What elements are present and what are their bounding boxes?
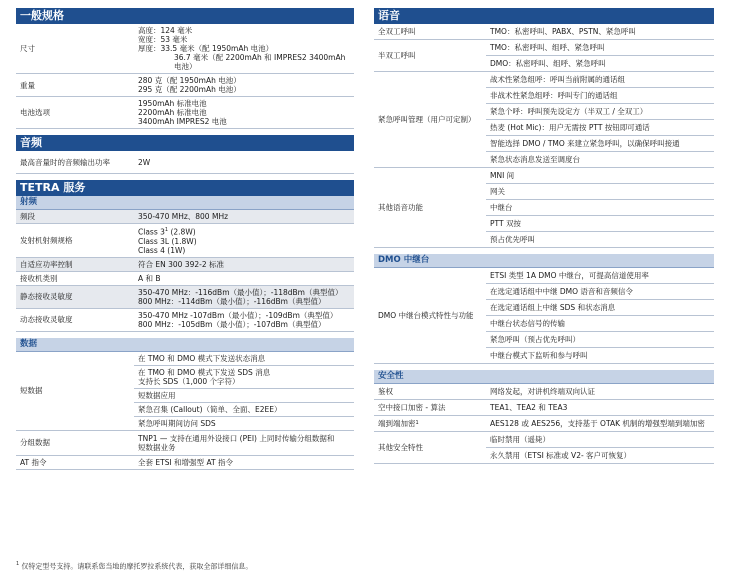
tx-label: 发射机射频规格 bbox=[20, 235, 73, 245]
other-security-row bbox=[374, 432, 714, 464]
at-label: AT 指令 bbox=[20, 457, 47, 467]
right-column bbox=[374, 8, 714, 464]
emergency-label: 紧急呼叫管理（用户可定制） bbox=[378, 115, 476, 124]
air-crypto-value: TEA1、TEA2 和 TEA3 bbox=[490, 403, 568, 412]
apc-value: 符合 EN 300 392-2 标准 bbox=[138, 259, 224, 269]
other-voice-value: MNI 间 bbox=[490, 171, 515, 180]
footnote: $^1$ 仅特定型号支持。请联系您当地的摩托罗拉系统代表，获取全部详细信息。 bbox=[16, 561, 253, 571]
dmo-mode-value: 中继台模式下监听和参与呼叫 bbox=[486, 347, 714, 363]
other-voice-value: 中继台 bbox=[486, 199, 714, 215]
static-sens-value: 800 MHz：-114dBm（最小值）；-116dBm（典型值） bbox=[138, 296, 326, 306]
sds-value: 紧急呼叫期间访问 SDS bbox=[134, 416, 354, 430]
security-subheader: 安全性 bbox=[374, 370, 714, 384]
rx-class-label: 接收机类别 bbox=[20, 273, 58, 283]
at-value: 全套 ETSI 和增强型 AT 指令 bbox=[138, 457, 233, 467]
voice-header: 语音 bbox=[374, 8, 714, 24]
air-crypto-label: 空中接口加密 - 算法 bbox=[378, 403, 446, 412]
dynamic-sens-value: 800 MHz：-105dBm（最小值）；-107dBm（典型值） bbox=[138, 319, 326, 329]
packet-data-row bbox=[16, 431, 354, 456]
apc-row bbox=[16, 258, 354, 272]
static-sens-value: 350-470 MHz：-116dBm（最小值）；-118dBm（典型值） bbox=[138, 287, 343, 297]
static-sens-row bbox=[16, 286, 354, 309]
battery-value: 3400mAh IMPRES2 电池 bbox=[138, 117, 227, 126]
packet-data-value: 短数据业务 bbox=[138, 442, 176, 452]
dynamic-sens-row bbox=[16, 309, 354, 332]
tx-class4: Class 4 (1W) bbox=[138, 245, 186, 255]
other-voice-value: 网关 bbox=[486, 183, 714, 199]
dynamic-sens-value: 350-470 MHz -107dBm（最小值）；-109dBm（典型值） bbox=[138, 310, 338, 320]
auth-value: 网络发起，对讲机终端双向认证 bbox=[490, 387, 595, 396]
other-security-value: 临时禁用（遥毙） bbox=[490, 435, 550, 444]
dmo-mode-value: ETSI 类型 1A DMO 中继台，可提高信道使用率 bbox=[490, 271, 649, 280]
dmo-mode-value: 在选定通话组上中继 SDS 和状态消息 bbox=[486, 299, 714, 315]
data-subheader: 数据 bbox=[16, 338, 354, 352]
audio-power-label: 最高音量时的音频输出功率 bbox=[20, 157, 110, 167]
emergency-value: 非战术性紧急组呼：呼叫专门的通话组 bbox=[486, 87, 714, 103]
emergency-value: 紧急状态消息发送至调度台 bbox=[486, 151, 714, 167]
emergency-row bbox=[374, 72, 714, 168]
freq-row bbox=[16, 210, 354, 224]
half-duplex-label: 半双工呼叫 bbox=[378, 51, 416, 60]
full-duplex-row bbox=[374, 24, 714, 40]
battery-value: 1950mAh 标准电池 bbox=[138, 99, 207, 108]
full-duplex-label: 全双工呼叫 bbox=[378, 27, 416, 36]
size-thickness: 厚度：33.5 毫米（配 1950mAh 电池） bbox=[138, 44, 274, 53]
size-height: 高度：124 毫米 bbox=[138, 26, 193, 35]
general-specs-header: 一般规格 bbox=[16, 8, 354, 24]
dmo-mode-value: 紧急呼叫（预占优先呼叫） bbox=[486, 331, 714, 347]
tx-class3: Class $3^1$ (2.8W) bbox=[138, 227, 196, 237]
dmo-mode-label: DMO 中继台模式特性与功能 bbox=[378, 311, 474, 320]
auth-label: 鉴权 bbox=[378, 387, 393, 396]
auth-row bbox=[374, 384, 714, 400]
dmo-mode-value: 中继台状态信号的传输 bbox=[486, 315, 714, 331]
other-security-label: 其他安全特性 bbox=[378, 443, 423, 452]
dmo-subheader: DMO 中继台 bbox=[374, 254, 714, 268]
packet-data-label: 分组数据 bbox=[20, 438, 50, 447]
sds-value: 紧急召集 (Callout)（简单、全面、E2EE） bbox=[134, 402, 354, 416]
emergency-value: 战术性紧急组呼：呼叫当前附属的通话组 bbox=[490, 75, 625, 84]
battery-value: 2200mAh 标准电池 bbox=[138, 108, 207, 117]
tx-class3l: Class 3L (1.8W) bbox=[138, 236, 197, 246]
e2e-label: 端到端加密 1 bbox=[378, 419, 419, 428]
size-thickness-alt: 36.7 毫米（配 2200mAh 和 IMPRES2 3400mAh 电池） bbox=[174, 53, 346, 71]
left-column bbox=[16, 8, 354, 470]
half-duplex-value: DMO：私密呼叫、组呼、紧急呼叫 bbox=[486, 55, 714, 71]
other-voice-label: 其他语音功能 bbox=[378, 203, 423, 212]
size-row bbox=[16, 24, 354, 74]
other-security-value: 永久禁用（ETSI 标准或 V2- 客户可恢复） bbox=[486, 447, 714, 463]
audio-power-value: 2W bbox=[138, 157, 151, 167]
other-voice-value: PTT 双按 bbox=[486, 215, 714, 231]
sds-row bbox=[16, 352, 354, 431]
sds-label: 短数据 bbox=[20, 386, 43, 395]
battery-row bbox=[16, 97, 354, 129]
air-crypto-row bbox=[374, 400, 714, 416]
emergency-value: 热麦 (Hot Mic)：用户无需按 PTT 按钮即可通话 bbox=[486, 119, 714, 135]
size-width: 宽度：53 毫米 bbox=[138, 35, 188, 44]
weight-value: 295 克（配 2200mAh 电池） bbox=[138, 85, 241, 94]
weight-value: 280 克（配 1950mAh 电池） bbox=[138, 76, 241, 85]
weight-label: 重量 bbox=[20, 80, 35, 90]
apc-label: 自适应功率控制 bbox=[20, 259, 73, 269]
rx-class-row bbox=[16, 272, 354, 286]
emergency-value: 紧急个呼：呼叫预先设定方（半双工 / 全双工） bbox=[486, 103, 714, 119]
at-row bbox=[16, 456, 354, 470]
freq-label: 频段 bbox=[20, 212, 35, 221]
tx-row bbox=[16, 224, 354, 258]
tetra-header: TETRA 服务 bbox=[16, 180, 354, 196]
sds-value: 短数据应用 bbox=[134, 388, 354, 402]
full-duplex-value: TMO：私密呼叫、PABX、PSTN、紧急呼叫 bbox=[490, 27, 636, 36]
battery-label: 电池选项 bbox=[20, 108, 50, 117]
size-label: 尺寸 bbox=[20, 44, 35, 53]
half-duplex-value: TMO：私密呼叫、组呼、紧急呼叫 bbox=[490, 43, 605, 52]
other-voice-value: 预占优先呼叫 bbox=[486, 231, 714, 247]
rx-class-value: A 和 B bbox=[138, 273, 161, 283]
static-sens-label: 静态接收灵敏度 bbox=[20, 292, 73, 301]
sds-value: 在 TMO 和 DMO 模式下发送 SDS 消息 支持长 SDS（1,000 个字符） bbox=[134, 365, 354, 388]
packet-data-value: TNP1 — 支持在通用外设接口 (PEI) 上同时传输分组数据和 bbox=[138, 433, 335, 443]
weight-row bbox=[16, 74, 354, 97]
half-duplex-row bbox=[374, 40, 714, 72]
freq-value: 350-470 MHz、800 MHz bbox=[138, 212, 229, 221]
dmo-mode-value: 在选定通话组中中继 DMO 语音和音频信令 bbox=[486, 283, 714, 299]
other-voice-row bbox=[374, 168, 714, 248]
audio-header: 音频 bbox=[16, 135, 354, 151]
audio-power-row bbox=[16, 151, 354, 174]
dynamic-sens-label: 动态接收灵敏度 bbox=[20, 315, 73, 324]
sds-value: 在 TMO 和 DMO 模式下发送状态消息 bbox=[138, 353, 266, 363]
emergency-value: 智能选择 DMO / TMO 来建立紧急呼叫，以确保呼叫接通 bbox=[486, 135, 714, 151]
rf-subheader: 射频 bbox=[16, 196, 354, 210]
dmo-mode-row bbox=[374, 268, 714, 364]
e2e-row bbox=[374, 416, 714, 432]
e2e-value: AES128 或 AES256，支持基于 OTAK 机制的增强型端到端加密 bbox=[490, 419, 705, 428]
